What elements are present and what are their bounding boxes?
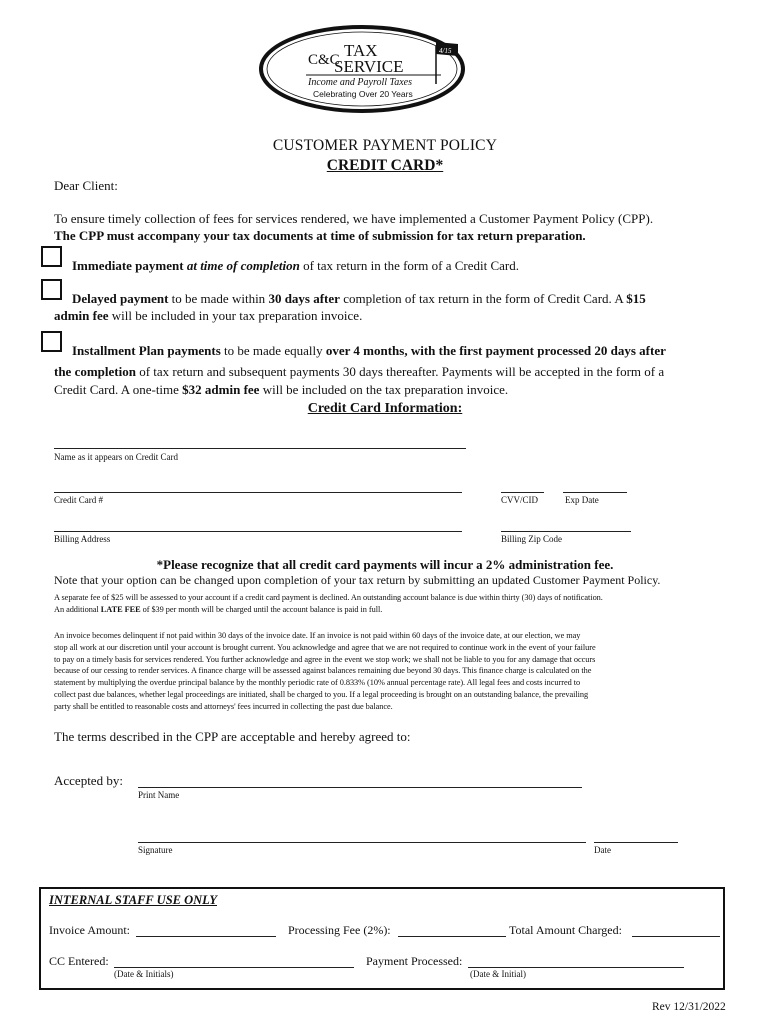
accepted-by-label: Accepted by: [54, 773, 123, 788]
payment-processed-label: Payment Processed: [366, 954, 463, 968]
installment-text-1: to be made equally [224, 343, 323, 358]
signature-date-field[interactable] [594, 842, 678, 843]
total-charged-label: Total Amount Charged: [509, 923, 622, 937]
cc-info-heading: Credit Card Information: [307, 401, 463, 416]
exp-date-label: Exp Date [565, 495, 599, 505]
installment-payment-label: Installment Plan payments [72, 343, 221, 358]
installment-text-2: of tax return and subsequent payments 30 days thereafter. Payments will be accepted in the form of a [139, 364, 665, 379]
delinquency-line: because of our cessing to render services. A finance charge will be assessed against balances remaining due beyond 30 days. This finance charge is calculated on the [54, 666, 592, 676]
cardholder-name-field[interactable] [54, 448, 466, 449]
delayed-payment-label: Delayed payment [72, 291, 169, 306]
delayed-payment-option [72, 290, 646, 307]
immediate-payment-text: of tax return in the form of a Credit Card. [303, 258, 519, 273]
delinquency-line: An invoice becomes delinquent if not paid within 30 days of the invoice date. If an invoice is not paid within 60 days of the invoice date, at our election, we may [54, 631, 581, 640]
logo-name-top: TAX [344, 41, 378, 60]
print-name-label: Print Name [138, 790, 180, 800]
processing-fee-label: Processing Fee (2%): [288, 923, 391, 937]
billing-zip-label: Billing Zip Code [501, 534, 563, 544]
installment-text-3: Credit Card. A one-time [54, 382, 179, 397]
logo-celebrating: Celebrating Over 20 Years [313, 89, 413, 99]
signature-field[interactable] [138, 842, 586, 843]
cvv-field[interactable] [501, 492, 544, 493]
installment-payment-option-cont2 [54, 381, 508, 398]
cc-entered-label: CC Entered: [49, 954, 109, 968]
delinquency-line: to pay on a timely basis for services rendered. You further acknowledge and agree in the event we stop work; we shall not be liable to you for any damage that occurs [54, 654, 596, 664]
immediate-payment-emph: at time of completion [186, 258, 300, 273]
card-number-label: Credit Card # [54, 495, 103, 505]
cc-entered-field[interactable] [114, 967, 354, 968]
installment-payment-checkbox[interactable] [41, 331, 62, 352]
signature-label: Signature [138, 845, 173, 855]
page-subtitle: CREDIT CARD* [326, 157, 444, 174]
declined-fee-text: A separate fee of $25 will be assessed to your account if a credit card payment is declined. An outstanding account balance is due within thirty (30) days of notification. [54, 593, 603, 602]
billing-address-field[interactable] [54, 531, 462, 532]
cardholder-name-label: Name as it appears on Credit Card [54, 452, 178, 462]
cvv-label: CVV/CID [501, 495, 539, 505]
page-title: CUSTOMER PAYMENT POLICY [272, 137, 498, 154]
logo-flag-text: 4/15 [439, 47, 452, 55]
delinquency-terms [54, 630, 734, 713]
delinquency-line: stop all work at our discretion until your account is brought current. You acknowledge and agree that we are not required to continue work in the event of your failure [54, 642, 596, 652]
billing-address-label: Billing Address [54, 534, 111, 544]
immediate-payment-checkbox[interactable] [41, 246, 62, 267]
logo-name-bottom: SERVICE [334, 57, 404, 76]
payment-processed-hint: (Date & Initial) [470, 969, 526, 979]
immediate-payment-label: Immediate payment [72, 258, 184, 273]
late-fee-text-c: of $39 per month will be charged until the account balance is paid in full. [142, 605, 383, 614]
terms-agreement-text: The terms described in the CPP are acceptable and hereby agreed to: [54, 729, 411, 744]
late-fee-text [54, 604, 382, 616]
installment-text-4: will be included on the tax preparation invoice. [262, 382, 509, 397]
intro-line-2: The CPP must accompany your tax documents at time of submission for tax return preparation. [54, 228, 586, 243]
intro-line-1: To ensure timely collection of fees for services rendered, we have implemented a Customer Payment Policy (CPP). [54, 211, 654, 226]
signature-date-label: Date [594, 845, 611, 855]
total-charged-field[interactable] [632, 936, 720, 937]
installment-bold-2: the completion [54, 364, 136, 379]
immediate-payment-option [72, 257, 519, 274]
staff-heading: INTERNAL STAFF USE ONLY [49, 893, 217, 907]
delayed-payment-checkbox[interactable] [41, 279, 62, 300]
installment-bold-1: over 4 months, with the first payment processed 20 days after [325, 343, 666, 358]
logo-letters: C&C [308, 52, 340, 68]
delayed-fee-label: admin fee [54, 308, 109, 323]
delayed-days: 30 days after [268, 291, 340, 306]
installment-fee: $32 admin fee [182, 382, 260, 397]
card-number-field[interactable] [54, 492, 462, 493]
delayed-text-2: completion of tax return in the form of Credit Card. A [343, 291, 623, 306]
delayed-text-3: will be included in your tax preparation invoice. [111, 308, 363, 323]
delinquency-line: collect past due balances, whether legal proceedings are initiated, shall be charged to you. If a legal proceeding is brought on an outstanding balance, the prevailing [54, 689, 589, 699]
invoice-amount-label: Invoice Amount: [49, 923, 130, 937]
revision-date: Rev 12/31/2022 [652, 1001, 726, 1013]
invoice-amount-field[interactable] [136, 936, 276, 937]
delinquency-line: statement by multiplying the overdue principal balance by the monthly periodic rate of 0.833% (10% annual percentage rate). All legal fees and costs incurred to [54, 678, 581, 688]
late-fee-text-a: An additional [54, 605, 99, 614]
print-name-field[interactable] [138, 787, 582, 788]
company-logo [258, 24, 466, 114]
processing-fee-field[interactable] [398, 936, 506, 937]
option-change-notice: Note that your option can be changed upon completion of your tax return by submitting an updated Customer Payment Policy. [54, 573, 661, 587]
logo-tagline: Income and Payroll Taxes [308, 77, 412, 88]
late-fee-label: LATE FEE [100, 605, 141, 614]
exp-date-field[interactable] [563, 492, 627, 493]
delinquency-line: party shall be entitled to reasonable costs and attorneys' fees incurred in collecting the past due balance. [54, 701, 393, 711]
greeting: Dear Client: [54, 178, 118, 193]
installment-payment-option-cont [54, 363, 664, 380]
delayed-fee: $15 [626, 291, 646, 306]
delayed-text-1: to be made within [171, 291, 266, 306]
cc-entered-hint: (Date & Initials) [114, 969, 174, 979]
admin-fee-notice: *Please recognize that all credit card payments will incur a 2% administration fee. [156, 557, 614, 572]
payment-processed-field[interactable] [468, 967, 684, 968]
delayed-payment-option-cont [54, 307, 362, 324]
installment-payment-option [72, 342, 666, 359]
billing-zip-field[interactable] [501, 531, 631, 532]
